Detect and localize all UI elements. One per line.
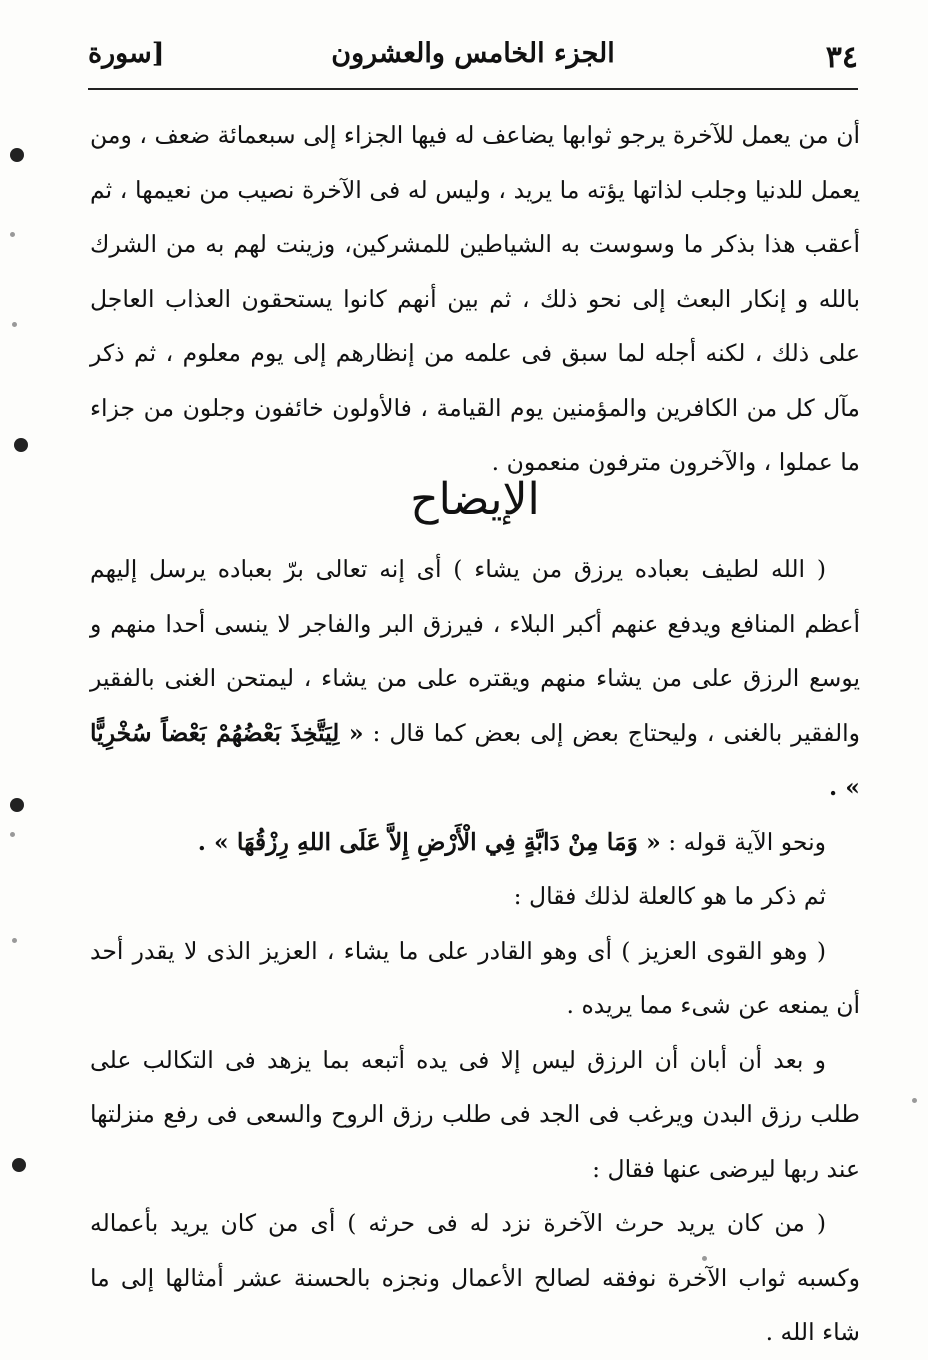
paragraph-3: ثم ذكر ما هو كالعلة لذلك فقال :	[513, 882, 826, 910]
paragraph-2	[90, 815, 860, 870]
paragraph-2-text: ونحو الآية قوله :	[668, 827, 826, 856]
ink-speck	[10, 832, 15, 837]
explanation-block	[90, 542, 860, 1360]
quran-quote-2: « وَمَا مِنْ دَابَّةٍ فِي الْأَرْضِ إِلاَّ عَلَى اللهِ رِزْقُهَا » .	[197, 827, 661, 856]
paragraph-6: ( من كان يريد حرث الآخرة نزد له فى حرثه ) أى من كان يريد بأعماله وكسبه ثواب الآخرة نوفقه لصالح الأعمال ونجزه بالحسنة عشر أمثالها إلى ما شاء الله .	[90, 1209, 860, 1346]
ink-speck	[14, 438, 28, 452]
paragraph-5: و بعد أن أبان أن الرزق ليس إلا فى يده أتبعه بما يزهد فى التكالب على طلب رزق البدن ويرغب فى الجد فى طلب رزق الروح والسعى فى رفع منزلتها عند ربها ليرضى عنها فقال :	[90, 1045, 860, 1183]
summary-paragraph: أن من يعمل للآخرة يرجو ثوابها يضاعف له فيها الجزاء إلى سبعمائة ضعف ، ومن يعمل للدنيا وجلب لذاتها يؤته ما يريد ، وليس له فى الآخرة نصيب من نعيمها ، ثم أعقب هذا بذكر ما وسوست به الشياطين للمشركين، وزينت لهم به من الشرك بالله و إنكار البعث إلى نحو ذلك ، ثم بين أنهم كانوا يستحقون العذاب العاجل على ذلك ، لكنه أجله لما سبق فى علمه من إنظارهم إلى يوم معلوم ، ثم ذكر مآل كل من الكافرين والمؤمنين يوم القيامة ، فالأولون خائفون وجلون من جزاء ما عملوا ، والآخرون مترفون منعمون .	[90, 121, 860, 476]
ink-speck	[12, 1158, 26, 1172]
ink-speck	[12, 938, 17, 943]
running-title: الجزء الخامس والعشرون	[331, 38, 615, 69]
ink-speck	[10, 798, 24, 812]
surah-label: [سورة	[88, 38, 165, 69]
ink-speck	[10, 148, 24, 162]
section-heading: الإيضاح	[410, 474, 540, 525]
summary-block	[90, 108, 860, 490]
header-rule	[88, 88, 858, 90]
paragraph-1-text: ( الله لطيف بعباده يرزق من يشاء ) أى إنه تعالى برّ بعباده يرسل إليهم أعظم المنافع ويدفع عنهم أكبر البلاء ، فيرزق البر والفاجر لا ينسى أحدا منهم و يوسع الرزق على من يشاء منهم ويقتره على من يشاء ، ليمتحن الغنى بالفقير والفقير بالغنى ، وليحتاج بعض إلى بعض كما قال :	[90, 555, 860, 747]
page-header	[88, 32, 858, 88]
paragraph-1	[90, 542, 860, 815]
ink-speck	[10, 232, 15, 237]
page-number: ٣٤	[825, 40, 858, 75]
ink-speck	[12, 322, 17, 327]
paragraph-4: ( وهو القوى العزيز ) أى وهو القادر على ما يشاء ، العزيز الذى لا يقدر أحد أن يمنعه عن شىء مما يريده .	[90, 936, 860, 1019]
ink-speck	[912, 1098, 917, 1103]
ink-speck	[702, 1256, 707, 1261]
quran-quote-1: « لِيَتَّخِذَ بَعْضُهُمْ بَعْضاً سُخْرِيًّا » .	[90, 718, 860, 801]
